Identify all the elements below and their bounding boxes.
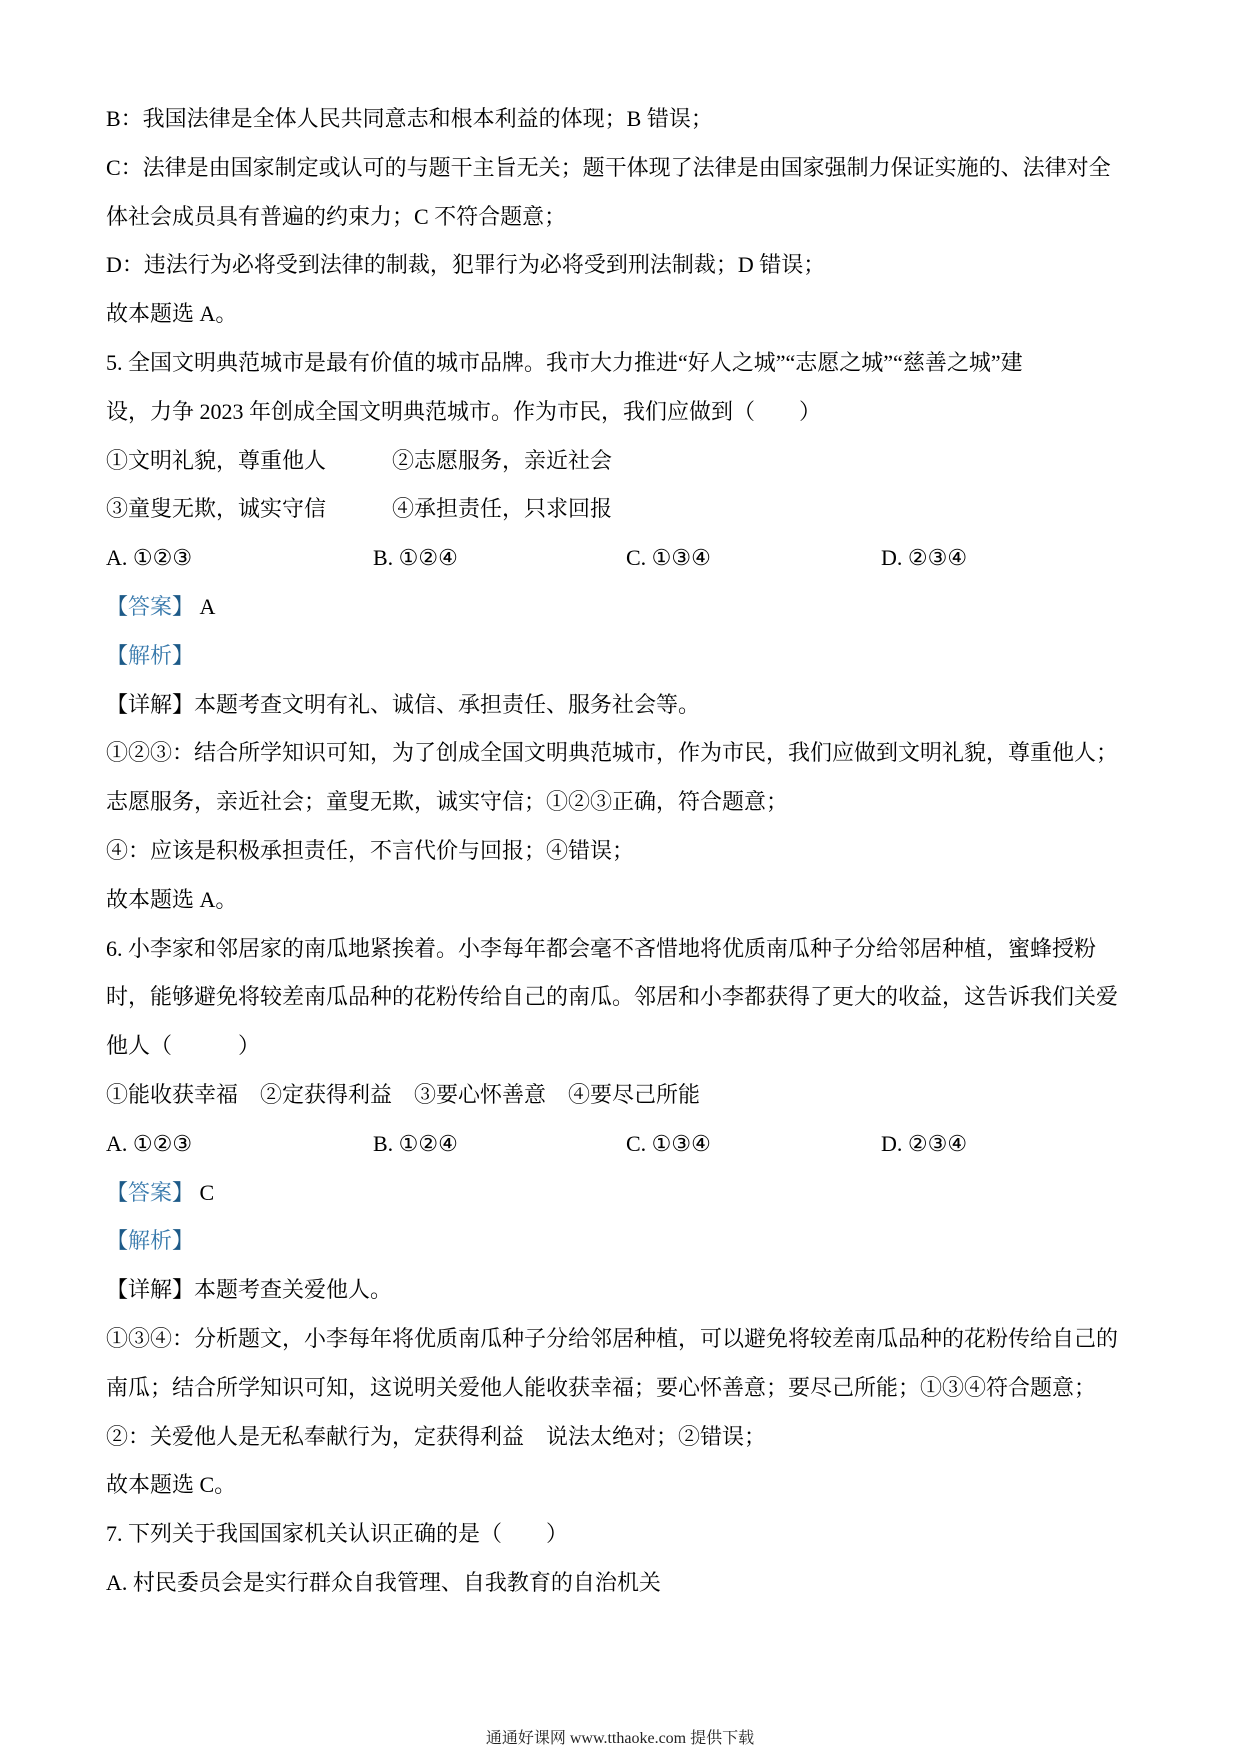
answer-line [106,583,1186,632]
option-item: B. ①②④ [373,545,458,571]
bracket-open-icon: 【 [106,1179,129,1205]
bracket-open-icon: 【 [106,593,129,619]
paragraph-line: D：违法行为必将受到法律的制裁，犯罪行为必将受到刑法制裁；D 错误； [106,252,826,278]
choice-options-row [106,534,1186,583]
bracket-open-icon: 【 [106,1228,129,1254]
option-item: D. ②③④ [881,1130,968,1156]
answer-line [106,1169,1186,1218]
paragraph-line: 故本题选 C。 [106,1472,237,1498]
paragraph-line: 他人（ ） [106,1033,261,1059]
footer-download-note: 通通好课网 www.tthaoke.com 提供下载 [485,1730,755,1747]
answer-label: 解析 [128,642,173,668]
option-item: A. ①②③ [106,1130,193,1156]
paragraph-line: 【详解】本题考查文明有礼、诚信、承担责任、服务社会等。 [106,691,701,717]
option-item: A. ①②③ [106,545,193,571]
exam-document-body [106,95,1186,1608]
bracket-close-icon: 】 [172,1179,195,1205]
paragraph-line: 【详解】本题考查关爱他人。 [106,1277,393,1303]
bracket-close-icon: 】 [172,1228,195,1254]
paragraph-line: ②：关爱他人是无私奉献行为，定获得利益 说法太绝对；②错误； [106,1423,767,1449]
answer-label: 答案 [128,1179,173,1205]
paragraph-line: 体社会成员具有普遍的约束力；C 不符合题意； [106,203,567,229]
paragraph-line: 志愿服务，亲近社会；童叟无欺，诚实守信；①②③正确，符合题意； [106,789,789,815]
paragraph-line: ④：应该是积极承担责任，不言代价与回报；④错误； [106,837,635,863]
analysis-line [106,632,1186,681]
answer-label: 解析 [128,1228,173,1254]
paragraph-line: 时，能够避免将较差南瓜品种的花粉传给自己的南瓜。邻居和小李都获得了更大的收益，这告诉我们关爱 [106,984,1119,1010]
paragraph-line: ①能收获幸福 ②定获得利益 ③要心怀善意 ④要尽己所能 [106,1081,701,1107]
answer-value: A [194,593,216,619]
paragraph-line: C：法律是由国家制定或认可的与题干主旨无关；题干体现了法律是由国家强制力保证实施的、法律对全 [106,154,1111,180]
paragraph-line: 故本题选 A。 [106,886,238,912]
paragraph-line: B：我国法律是全体人民共同意志和根本利益的体现；B 错误； [106,106,713,131]
paragraph-line: 故本题选 A。 [106,301,238,327]
option-item: C. ①③④ [626,1130,711,1156]
paragraph-line: ①文明礼貌，尊重他人 ②志愿服务，亲近社会 [106,447,613,473]
option-item: C. ①③④ [626,545,711,571]
paragraph-line: A. 村民委员会是实行群众自我管理、自我教育的自治机关 [106,1569,661,1595]
bracket-open-icon: 【 [106,642,129,668]
paragraph-line: 5. 全国文明典范城市是最有价值的城市品牌。我市大力推进“好人之城”“志愿之城”“慈善之城”建 [106,349,1023,375]
bracket-close-icon: 】 [172,593,195,619]
paragraph-line: 设，力争 2023 年创成全国文明典范城市。作为市民，我们应做到（ ） [106,398,822,424]
paragraph-line: ①②③：结合所学知识可知，为了创成全国文明典范城市，作为市民，我们应做到文明礼貌，尊重他人； [106,740,1119,766]
choice-options-row [106,1120,1186,1169]
bracket-close-icon: 】 [172,642,195,668]
answer-label: 答案 [128,593,173,619]
answer-value: C [194,1179,215,1205]
analysis-line [106,1217,1186,1266]
paragraph-line: ③童叟无欺，诚实守信 ④承担责任，只求回报 [106,496,613,522]
option-item: D. ②③④ [881,545,968,571]
paragraph-line: 南瓜；结合所学知识可知，这说明关爱他人能收获幸福；要心怀善意；要尽己所能；①③④符合题意； [106,1374,1097,1400]
paragraph-line: 7. 下列关于我国国家机关认识正确的是（ ） [106,1521,569,1547]
option-item: B. ①②④ [373,1130,458,1156]
paragraph-line: 6. 小李家和邻居家的南瓜地紧挨着。小李每年都会毫不吝惜地将优质南瓜种子分给邻居种植，蜜蜂授粉 [106,935,1097,961]
paragraph-line: ①③④：分析题文，小李每年将优质南瓜种子分给邻居种植，可以避免将较差南瓜品种的花粉传给自己的 [106,1325,1119,1351]
